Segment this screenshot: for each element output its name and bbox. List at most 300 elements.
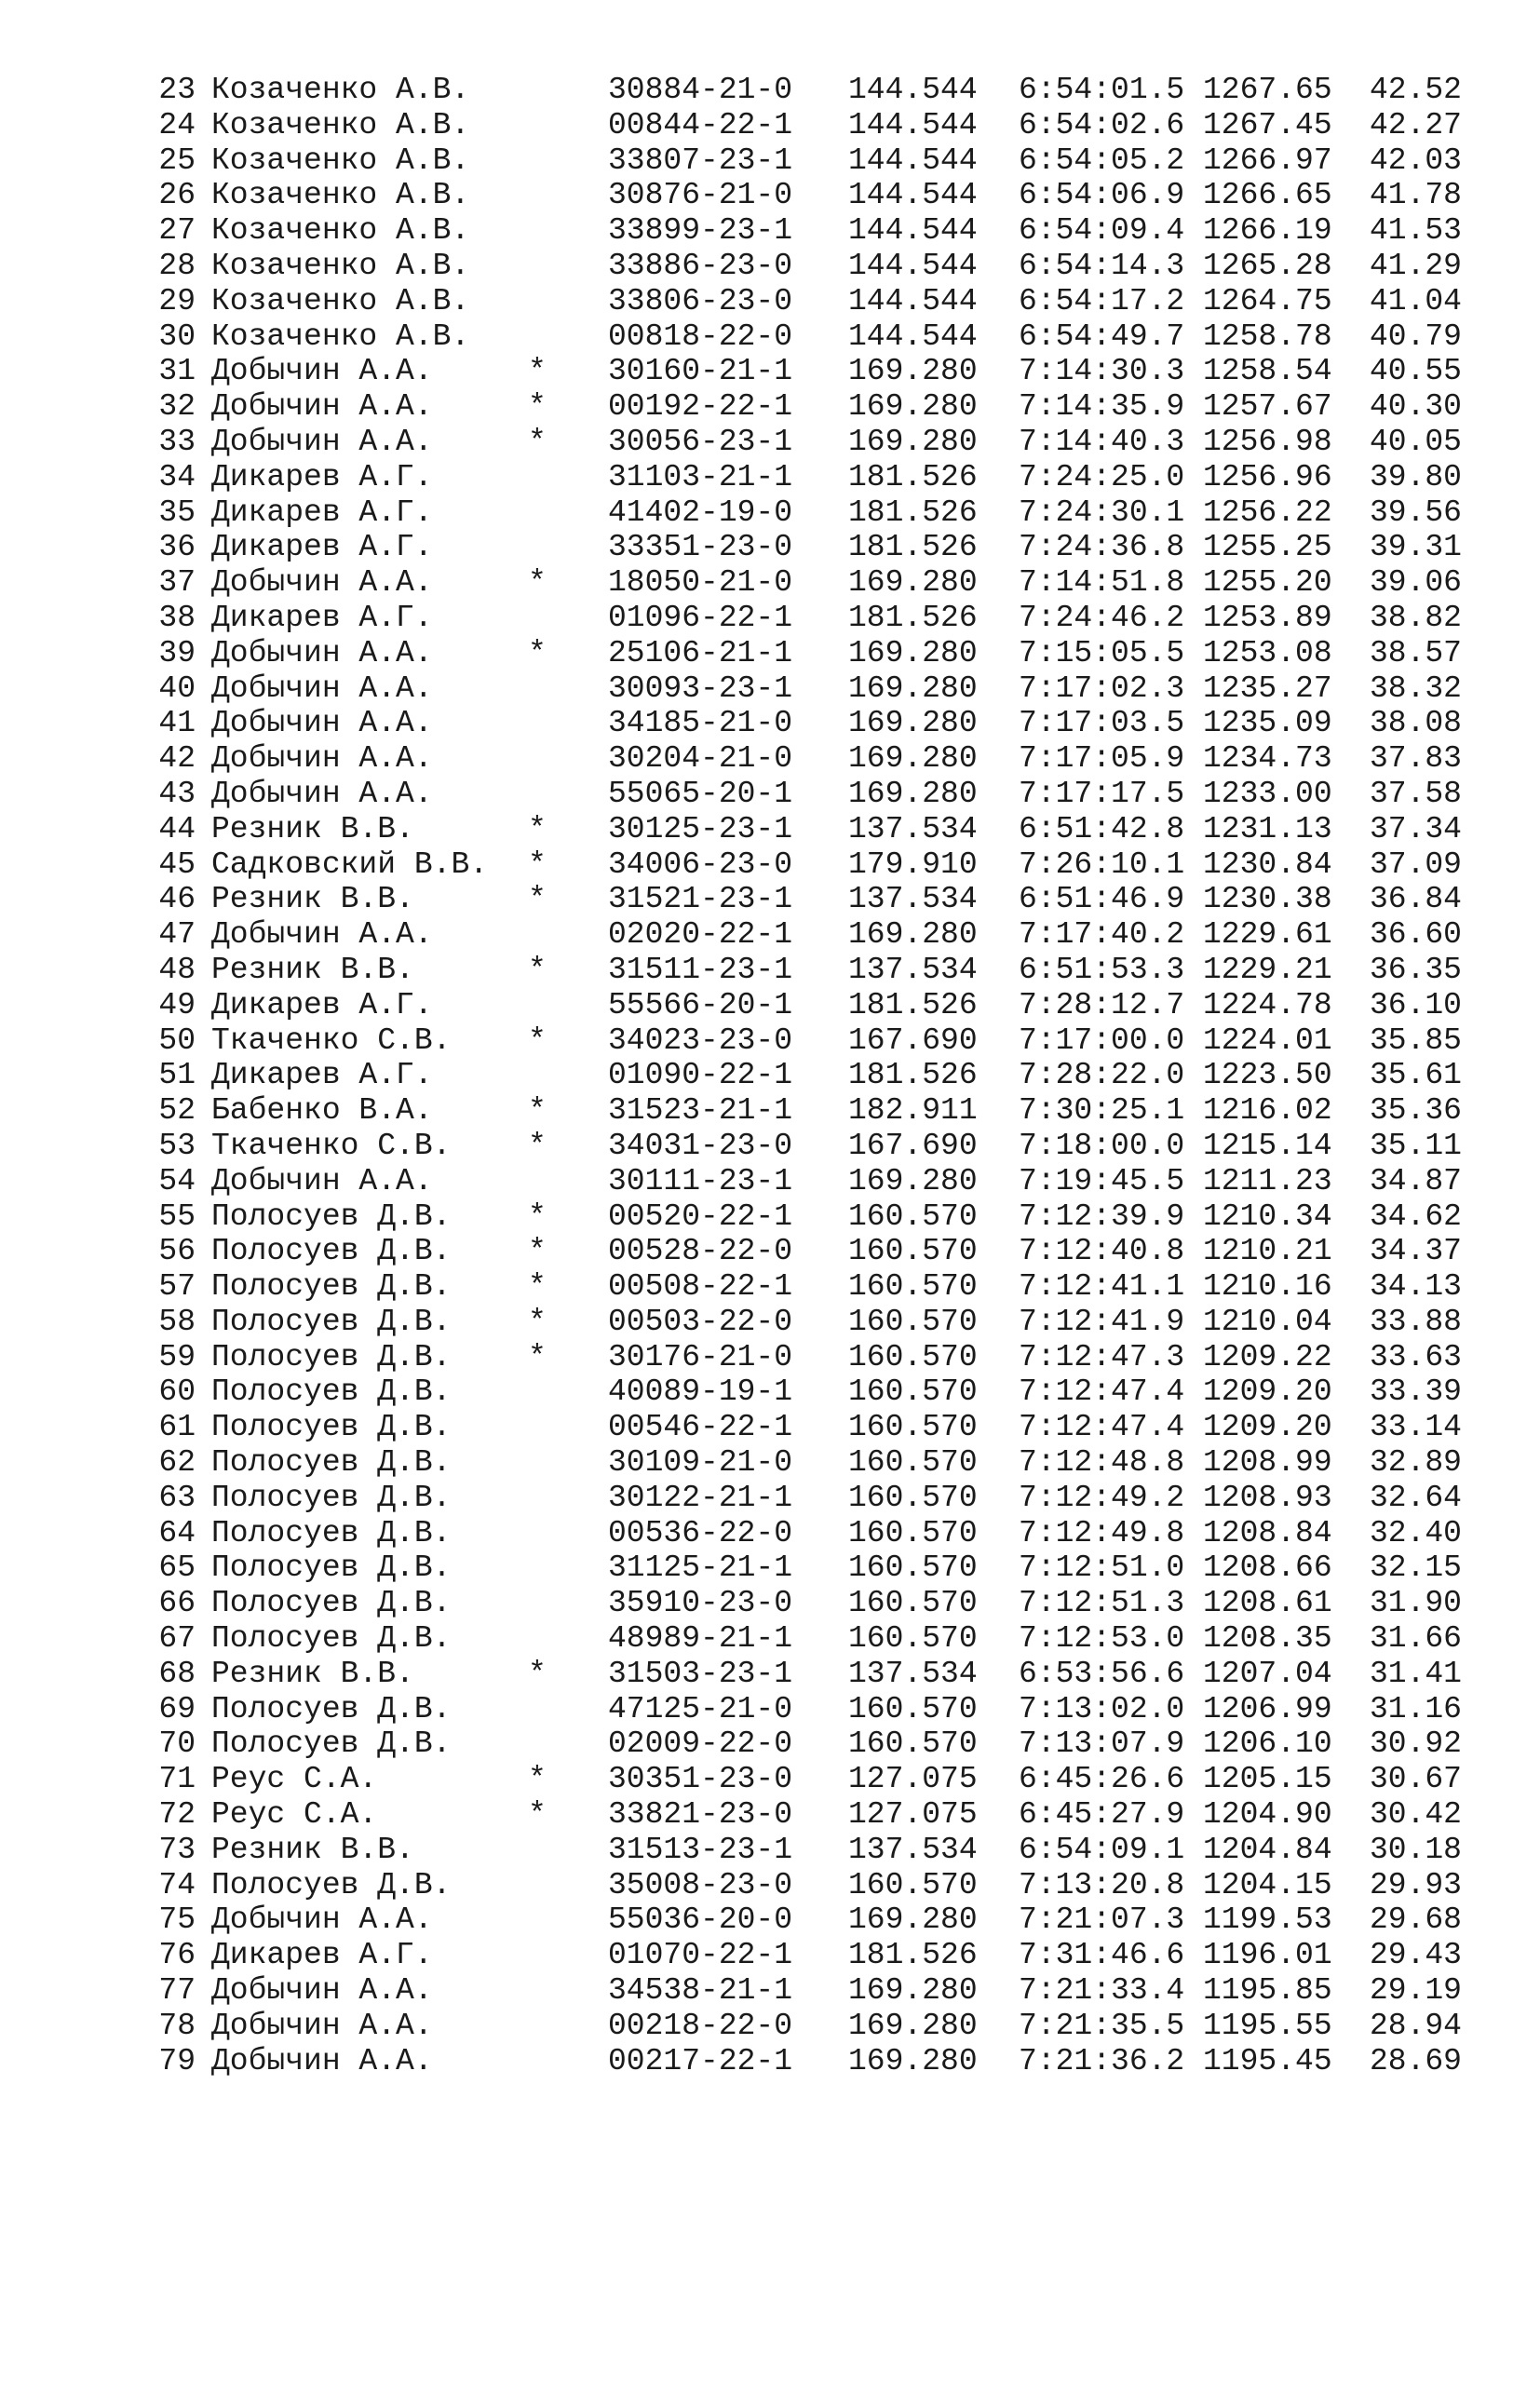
fancier-name-cell: Резник В.В.: [211, 811, 414, 846]
mark-cell: *: [528, 846, 547, 882]
score-cell: 33.14: [1369, 1410, 1462, 1445]
distance-cell: 160.570: [848, 1198, 978, 1234]
arrival-time-cell: 6:51:42.8: [1019, 811, 1185, 846]
speed-cell: 1210.16: [1203, 1269, 1332, 1305]
fancier-name-cell: Добычин А.А.: [211, 2008, 433, 2043]
place-cell: 27: [158, 213, 196, 249]
table-row: [0, 1973, 1540, 2009]
distance-cell: 144.544: [848, 178, 978, 213]
fancier-name-cell: Добычин А.А.: [211, 424, 433, 459]
table-row: [0, 1516, 1540, 1551]
fancier-name-cell: Резник В.В.: [211, 1656, 414, 1691]
fancier-name-cell: Бабенко В.А.: [211, 1093, 433, 1129]
table-row: [0, 953, 1540, 988]
speed-cell: 1195.45: [1203, 2043, 1332, 2078]
distance-cell: 160.570: [848, 1550, 978, 1586]
place-cell: 35: [158, 494, 196, 530]
ring-number-cell: 30093-23-1: [608, 670, 793, 706]
score-cell: 35.11: [1369, 1128, 1462, 1163]
mark-cell: *: [528, 1762, 547, 1797]
distance-cell: 167.690: [848, 1128, 978, 1163]
ring-number-cell: 30111-23-1: [608, 1163, 793, 1198]
table-row: [0, 882, 1540, 917]
place-cell: 39: [158, 635, 196, 670]
fancier-name-cell: Полосуев Д.В.: [211, 1304, 452, 1339]
fancier-name-cell: Резник В.В.: [211, 952, 414, 987]
table-row: [0, 1797, 1540, 1833]
fancier-name-cell: Добычин А.А.: [211, 635, 433, 670]
distance-cell: 169.280: [848, 741, 978, 777]
ring-number-cell: 00528-22-0: [608, 1234, 793, 1269]
ring-number-cell: 01090-22-1: [608, 1058, 793, 1093]
distance-cell: 169.280: [848, 1973, 978, 2009]
distance-cell: 169.280: [848, 1163, 978, 1198]
score-cell: 30.67: [1369, 1762, 1462, 1797]
score-cell: 36.10: [1369, 987, 1462, 1022]
place-cell: 30: [158, 318, 196, 354]
score-cell: 34.87: [1369, 1163, 1462, 1198]
distance-cell: 160.570: [848, 1586, 978, 1621]
speed-cell: 1216.02: [1203, 1093, 1332, 1129]
speed-cell: 1234.73: [1203, 741, 1332, 777]
place-cell: 79: [158, 2043, 196, 2078]
score-cell: 40.05: [1369, 424, 1462, 459]
table-row: [0, 354, 1540, 389]
arrival-time-cell: 7:17:00.0: [1019, 1022, 1185, 1058]
distance-cell: 181.526: [848, 987, 978, 1022]
table-row: [0, 1269, 1540, 1305]
table-row: [0, 530, 1540, 565]
arrival-time-cell: 7:14:40.3: [1019, 424, 1185, 459]
speed-cell: 1256.22: [1203, 494, 1332, 530]
speed-cell: 1231.13: [1203, 811, 1332, 846]
speed-cell: 1256.98: [1203, 424, 1332, 459]
fancier-name-cell: Дикарев А.Г.: [211, 494, 433, 530]
distance-cell: 160.570: [848, 1691, 978, 1726]
ring-number-cell: 34006-23-0: [608, 846, 793, 882]
arrival-time-cell: 6:54:17.2: [1019, 283, 1185, 318]
fancier-name-cell: Добычин А.А.: [211, 706, 433, 741]
place-cell: 55: [158, 1198, 196, 1234]
fancier-name-cell: Добычин А.А.: [211, 1902, 433, 1938]
place-cell: 50: [158, 1022, 196, 1058]
ring-number-cell: 31523-21-1: [608, 1093, 793, 1129]
fancier-name-cell: Полосуев Д.В.: [211, 1726, 452, 1762]
table-row: [0, 1762, 1540, 1797]
table-row: [0, 1234, 1540, 1269]
table-row: [0, 812, 1540, 847]
speed-cell: 1230.84: [1203, 846, 1332, 882]
table-row: [0, 777, 1540, 812]
arrival-time-cell: 7:21:36.2: [1019, 2043, 1185, 2078]
ring-number-cell: 34031-23-0: [608, 1128, 793, 1163]
arrival-time-cell: 7:26:10.1: [1019, 846, 1185, 882]
distance-cell: 169.280: [848, 776, 978, 811]
score-cell: 32.15: [1369, 1550, 1462, 1586]
place-cell: 75: [158, 1902, 196, 1938]
place-cell: 52: [158, 1093, 196, 1129]
speed-cell: 1207.04: [1203, 1656, 1332, 1691]
fancier-name-cell: Козаченко А.В.: [211, 283, 470, 318]
fancier-name-cell: Полосуев Д.В.: [211, 1410, 452, 1445]
distance-cell: 144.544: [848, 213, 978, 249]
mark-cell: *: [528, 811, 547, 846]
mark-cell: *: [528, 565, 547, 601]
ring-number-cell: 30176-21-0: [608, 1339, 793, 1374]
table-row: [0, 917, 1540, 953]
arrival-time-cell: 7:12:47.4: [1019, 1374, 1185, 1410]
table-row: [0, 1902, 1540, 1938]
distance-cell: 160.570: [848, 1621, 978, 1657]
arrival-time-cell: 7:30:25.1: [1019, 1093, 1185, 1129]
place-cell: 76: [158, 1938, 196, 1973]
table-row: [0, 1445, 1540, 1481]
ring-number-cell: 00508-22-1: [608, 1269, 793, 1305]
score-cell: 36.35: [1369, 952, 1462, 987]
table-row: [0, 319, 1540, 355]
speed-cell: 1204.84: [1203, 1832, 1332, 1867]
score-cell: 28.94: [1369, 2008, 1462, 2043]
ring-number-cell: 01070-22-1: [608, 1938, 793, 1973]
speed-cell: 1265.28: [1203, 248, 1332, 283]
score-cell: 37.09: [1369, 846, 1462, 882]
ring-number-cell: 00844-22-1: [608, 107, 793, 142]
speed-cell: 1267.65: [1203, 73, 1332, 107]
arrival-time-cell: 7:21:33.4: [1019, 1973, 1185, 2009]
speed-cell: 1208.93: [1203, 1480, 1332, 1515]
fancier-name-cell: Полосуев Д.В.: [211, 1339, 452, 1374]
arrival-time-cell: 6:54:02.6: [1019, 107, 1185, 142]
score-cell: 34.37: [1369, 1234, 1462, 1269]
fancier-name-cell: Дикарев А.Г.: [211, 987, 433, 1022]
ring-number-cell: 34023-23-0: [608, 1022, 793, 1058]
place-cell: 60: [158, 1374, 196, 1410]
mark-cell: *: [528, 1269, 547, 1305]
ring-number-cell: 34538-21-1: [608, 1973, 793, 2009]
score-cell: 38.32: [1369, 670, 1462, 706]
speed-cell: 1224.78: [1203, 987, 1332, 1022]
arrival-time-cell: 7:24:46.2: [1019, 600, 1185, 635]
score-cell: 30.42: [1369, 1797, 1462, 1833]
speed-cell: 1209.20: [1203, 1374, 1332, 1410]
speed-cell: 1229.21: [1203, 952, 1332, 987]
arrival-time-cell: 7:12:39.9: [1019, 1198, 1185, 1234]
table-row: [0, 671, 1540, 707]
distance-cell: 181.526: [848, 600, 978, 635]
place-cell: 53: [158, 1128, 196, 1163]
table-row: [0, 1093, 1540, 1129]
score-cell: 29.43: [1369, 1938, 1462, 1973]
distance-cell: 179.910: [848, 846, 978, 882]
fancier-name-cell: Полосуев Д.В.: [211, 1480, 452, 1515]
ring-number-cell: 31513-23-1: [608, 1832, 793, 1867]
arrival-time-cell: 7:14:30.3: [1019, 354, 1185, 389]
arrival-time-cell: 7:13:02.0: [1019, 1691, 1185, 1726]
mark-cell: *: [528, 1022, 547, 1058]
distance-cell: 137.534: [848, 952, 978, 987]
distance-cell: 160.570: [848, 1867, 978, 1902]
results-table: [0, 73, 1540, 2078]
speed-cell: 1257.67: [1203, 389, 1332, 425]
score-cell: 37.58: [1369, 776, 1462, 811]
mark-cell: *: [528, 354, 547, 389]
speed-cell: 1208.84: [1203, 1515, 1332, 1550]
distance-cell: 160.570: [848, 1374, 978, 1410]
speed-cell: 1224.01: [1203, 1022, 1332, 1058]
distance-cell: 181.526: [848, 530, 978, 565]
fancier-name-cell: Дикарев А.Г.: [211, 459, 433, 494]
arrival-time-cell: 7:15:05.5: [1019, 635, 1185, 670]
score-cell: 40.55: [1369, 354, 1462, 389]
distance-cell: 169.280: [848, 670, 978, 706]
score-cell: 42.27: [1369, 107, 1462, 142]
score-cell: 31.16: [1369, 1691, 1462, 1726]
place-cell: 31: [158, 354, 196, 389]
mark-cell: *: [528, 1128, 547, 1163]
arrival-time-cell: 6:54:01.5: [1019, 73, 1185, 107]
ring-number-cell: 01096-22-1: [608, 600, 793, 635]
distance-cell: 137.534: [848, 811, 978, 846]
mark-cell: *: [528, 1797, 547, 1833]
score-cell: 35.85: [1369, 1022, 1462, 1058]
ring-number-cell: 31503-23-1: [608, 1656, 793, 1691]
speed-cell: 1195.85: [1203, 1973, 1332, 2009]
distance-cell: 144.544: [848, 73, 978, 107]
speed-cell: 1264.75: [1203, 283, 1332, 318]
table-row: [0, 1726, 1540, 1762]
place-cell: 37: [158, 565, 196, 601]
fancier-name-cell: Козаченко А.В.: [211, 73, 470, 107]
fancier-name-cell: Дикарев А.Г.: [211, 1938, 433, 1973]
arrival-time-cell: 7:24:30.1: [1019, 494, 1185, 530]
score-cell: 41.29: [1369, 248, 1462, 283]
speed-cell: 1253.08: [1203, 635, 1332, 670]
distance-cell: 160.570: [848, 1234, 978, 1269]
ring-number-cell: 00536-22-0: [608, 1515, 793, 1550]
table-row: [0, 741, 1540, 777]
fancier-name-cell: Козаченко А.В.: [211, 142, 470, 178]
table-row: [0, 425, 1540, 460]
score-cell: 41.04: [1369, 283, 1462, 318]
fancier-name-cell: Дикарев А.Г.: [211, 530, 433, 565]
ring-number-cell: 33351-23-0: [608, 530, 793, 565]
speed-cell: 1255.20: [1203, 565, 1332, 601]
speed-cell: 1196.01: [1203, 1938, 1332, 1973]
fancier-name-cell: Реус С.А.: [211, 1797, 378, 1833]
arrival-time-cell: 6:54:06.9: [1019, 178, 1185, 213]
fancier-name-cell: Ткаченко С.В.: [211, 1022, 452, 1058]
ring-number-cell: 40089-19-1: [608, 1374, 793, 1410]
distance-cell: 169.280: [848, 389, 978, 425]
fancier-name-cell: Добычин А.А.: [211, 389, 433, 425]
score-cell: 33.39: [1369, 1374, 1462, 1410]
distance-cell: 160.570: [848, 1515, 978, 1550]
score-cell: 37.83: [1369, 741, 1462, 777]
score-cell: 33.88: [1369, 1304, 1462, 1339]
place-cell: 45: [158, 846, 196, 882]
table-row: [0, 1550, 1540, 1586]
distance-cell: 169.280: [848, 354, 978, 389]
fancier-name-cell: Резник В.В.: [211, 1832, 414, 1867]
speed-cell: 1256.96: [1203, 459, 1332, 494]
fancier-name-cell: Добычин А.А.: [211, 741, 433, 777]
arrival-time-cell: 6:45:26.6: [1019, 1762, 1185, 1797]
score-cell: 32.89: [1369, 1445, 1462, 1481]
ring-number-cell: 33899-23-1: [608, 213, 793, 249]
ring-number-cell: 34185-21-0: [608, 706, 793, 741]
ring-number-cell: 31125-21-1: [608, 1550, 793, 1586]
ring-number-cell: 30160-21-1: [608, 354, 793, 389]
speed-cell: 1206.99: [1203, 1691, 1332, 1726]
score-cell: 29.19: [1369, 1973, 1462, 2009]
place-cell: 38: [158, 600, 196, 635]
arrival-time-cell: 7:24:36.8: [1019, 530, 1185, 565]
ring-number-cell: 00218-22-0: [608, 2008, 793, 2043]
ring-number-cell: 31521-23-1: [608, 882, 793, 917]
table-row: [0, 1058, 1540, 1093]
distance-cell: 169.280: [848, 2043, 978, 2078]
distance-cell: 169.280: [848, 2008, 978, 2043]
table-row: [0, 178, 1540, 213]
fancier-name-cell: Полосуев Д.В.: [211, 1374, 452, 1410]
table-row: [0, 847, 1540, 883]
place-cell: 71: [158, 1762, 196, 1797]
ring-number-cell: 31511-23-1: [608, 952, 793, 987]
distance-cell: 137.534: [848, 882, 978, 917]
score-cell: 33.63: [1369, 1339, 1462, 1374]
speed-cell: 1266.97: [1203, 142, 1332, 178]
distance-cell: 127.075: [848, 1797, 978, 1833]
speed-cell: 1258.54: [1203, 354, 1332, 389]
ring-number-cell: 30351-23-0: [608, 1762, 793, 1797]
speed-cell: 1195.55: [1203, 2008, 1332, 2043]
arrival-time-cell: 6:54:05.2: [1019, 142, 1185, 178]
table-row: [0, 1410, 1540, 1445]
arrival-time-cell: 7:21:07.3: [1019, 1902, 1185, 1938]
ring-number-cell: 35910-23-0: [608, 1586, 793, 1621]
arrival-time-cell: 7:12:41.9: [1019, 1304, 1185, 1339]
score-cell: 42.03: [1369, 142, 1462, 178]
distance-cell: 169.280: [848, 706, 978, 741]
distance-cell: 160.570: [848, 1269, 978, 1305]
place-cell: 26: [158, 178, 196, 213]
speed-cell: 1209.22: [1203, 1339, 1332, 1374]
table-row: [0, 1938, 1540, 1973]
mark-cell: *: [528, 952, 547, 987]
table-row: [0, 143, 1540, 179]
ring-number-cell: 30876-21-0: [608, 178, 793, 213]
ring-number-cell: 25106-21-1: [608, 635, 793, 670]
fancier-name-cell: Дикарев А.Г.: [211, 1058, 433, 1093]
table-row: [0, 1305, 1540, 1340]
distance-cell: 169.280: [848, 635, 978, 670]
distance-cell: 167.690: [848, 1022, 978, 1058]
distance-cell: 127.075: [848, 1762, 978, 1797]
distance-cell: 169.280: [848, 424, 978, 459]
speed-cell: 1210.04: [1203, 1304, 1332, 1339]
speed-cell: 1258.78: [1203, 318, 1332, 354]
score-cell: 38.08: [1369, 706, 1462, 741]
speed-cell: 1230.38: [1203, 882, 1332, 917]
fancier-name-cell: Добычин А.А.: [211, 670, 433, 706]
score-cell: 39.80: [1369, 459, 1462, 494]
fancier-name-cell: Полосуев Д.В.: [211, 1445, 452, 1481]
arrival-time-cell: 7:13:07.9: [1019, 1726, 1185, 1762]
fancier-name-cell: Козаченко А.В.: [211, 107, 470, 142]
place-cell: 24: [158, 107, 196, 142]
score-cell: 38.57: [1369, 635, 1462, 670]
arrival-time-cell: 7:14:51.8: [1019, 565, 1185, 601]
distance-cell: 144.544: [848, 318, 978, 354]
table-row: [0, 1340, 1540, 1375]
place-cell: 62: [158, 1445, 196, 1481]
place-cell: 78: [158, 2008, 196, 2043]
arrival-time-cell: 7:12:51.0: [1019, 1550, 1185, 1586]
distance-cell: 144.544: [848, 107, 978, 142]
fancier-name-cell: Полосуев Д.В.: [211, 1621, 452, 1657]
fancier-name-cell: Добычин А.А.: [211, 565, 433, 601]
table-row: [0, 565, 1540, 601]
ring-number-cell: 55036-20-0: [608, 1902, 793, 1938]
arrival-time-cell: 6:54:49.7: [1019, 318, 1185, 354]
score-cell: 31.41: [1369, 1656, 1462, 1691]
table-row: [0, 1586, 1540, 1621]
arrival-time-cell: 7:12:40.8: [1019, 1234, 1185, 1269]
place-cell: 61: [158, 1410, 196, 1445]
ring-number-cell: 00520-22-1: [608, 1198, 793, 1234]
distance-cell: 137.534: [848, 1832, 978, 1867]
arrival-time-cell: 7:12:41.1: [1019, 1269, 1185, 1305]
table-row: [0, 1129, 1540, 1164]
place-cell: 74: [158, 1867, 196, 1902]
place-cell: 68: [158, 1656, 196, 1691]
arrival-time-cell: 7:28:22.0: [1019, 1058, 1185, 1093]
score-cell: 35.61: [1369, 1058, 1462, 1093]
score-cell: 34.13: [1369, 1269, 1462, 1305]
ring-number-cell: 30122-21-1: [608, 1480, 793, 1515]
speed-cell: 1209.20: [1203, 1410, 1332, 1445]
mark-cell: *: [528, 1093, 547, 1129]
speed-cell: 1235.27: [1203, 670, 1332, 706]
ring-number-cell: 30884-21-0: [608, 73, 793, 107]
arrival-time-cell: 6:54:09.1: [1019, 1832, 1185, 1867]
ring-number-cell: 33821-23-0: [608, 1797, 793, 1833]
score-cell: 36.84: [1369, 882, 1462, 917]
score-cell: 32.64: [1369, 1480, 1462, 1515]
score-cell: 38.82: [1369, 600, 1462, 635]
speed-cell: 1253.89: [1203, 600, 1332, 635]
place-cell: 25: [158, 142, 196, 178]
speed-cell: 1199.53: [1203, 1902, 1332, 1938]
place-cell: 58: [158, 1304, 196, 1339]
arrival-time-cell: 6:45:27.9: [1019, 1797, 1185, 1833]
arrival-time-cell: 6:51:46.9: [1019, 882, 1185, 917]
table-row: [0, 284, 1540, 319]
place-cell: 48: [158, 952, 196, 987]
table-row: [0, 1374, 1540, 1410]
place-cell: 66: [158, 1586, 196, 1621]
score-cell: 39.06: [1369, 565, 1462, 601]
table-row: [0, 108, 1540, 143]
score-cell: 39.56: [1369, 494, 1462, 530]
distance-cell: 160.570: [848, 1339, 978, 1374]
score-cell: 42.52: [1369, 73, 1462, 107]
fancier-name-cell: Козаченко А.В.: [211, 318, 470, 354]
score-cell: 34.62: [1369, 1198, 1462, 1234]
ring-number-cell: 00217-22-1: [608, 2043, 793, 2078]
place-cell: 43: [158, 776, 196, 811]
place-cell: 51: [158, 1058, 196, 1093]
